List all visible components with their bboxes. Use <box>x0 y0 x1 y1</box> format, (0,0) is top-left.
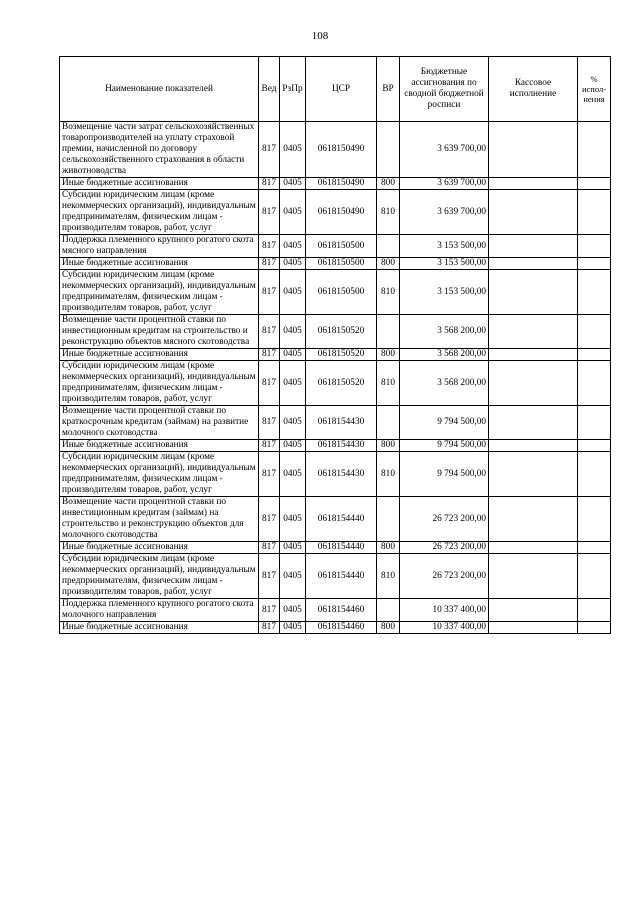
row-percent <box>578 406 611 440</box>
row-vr: 800 <box>377 178 400 190</box>
row-rzpr: 0405 <box>280 349 306 361</box>
row-name: Иные бюджетные ассигнования <box>60 258 259 270</box>
row-ved: 817 <box>259 497 280 542</box>
row-cash-execution <box>489 452 578 497</box>
row-cash-execution <box>489 122 578 178</box>
row-name: Поддержка племенного крупного рогатого скота мясного направления <box>60 235 259 258</box>
row-rzpr: 0405 <box>280 270 306 315</box>
row-vr: 810 <box>377 554 400 599</box>
row-percent <box>578 497 611 542</box>
table-row <box>60 270 611 315</box>
header-rzpr: РзПр <box>280 57 306 122</box>
row-cash-execution <box>489 542 578 554</box>
row-cash-execution <box>489 599 578 622</box>
row-csr: 0618154440 <box>306 554 377 599</box>
row-rzpr: 0405 <box>280 190 306 235</box>
row-rzpr: 0405 <box>280 258 306 270</box>
row-vr: 800 <box>377 258 400 270</box>
table-row <box>60 258 611 270</box>
table-row <box>60 315 611 349</box>
row-amount: 3 639 700,00 <box>400 122 489 178</box>
header-assignments: Бюджетные ассигнования по сводной бюджетной росписи <box>400 57 489 122</box>
header-row <box>60 57 611 122</box>
row-name: Возмещение части процентной ставки по инвестиционным кредитам (займам) на строительство и реконструкцию объектов для молочного скотоводства <box>60 497 259 542</box>
row-csr: 0618150500 <box>306 258 377 270</box>
row-rzpr: 0405 <box>280 178 306 190</box>
row-csr: 0618150490 <box>306 122 377 178</box>
row-rzpr: 0405 <box>280 440 306 452</box>
row-percent <box>578 270 611 315</box>
row-name: Иные бюджетные ассигнования <box>60 440 259 452</box>
row-percent <box>578 122 611 178</box>
row-name: Возмещение части затрат сельскохозяйственных товаропроизводителей на уплату страховой премии, начисленной по договору сельскохозяйственного страхования в области животноводства <box>60 122 259 178</box>
row-cash-execution <box>489 190 578 235</box>
row-name: Иные бюджетные ассигнования <box>60 622 259 634</box>
row-cash-execution <box>489 554 578 599</box>
row-amount: 3 568 200,00 <box>400 315 489 349</box>
row-ved: 817 <box>259 599 280 622</box>
table-row <box>60 235 611 258</box>
row-amount: 26 723 200,00 <box>400 497 489 542</box>
table-row <box>60 406 611 440</box>
header-cash-execution: Кассовое исполнение <box>489 57 578 122</box>
table-row <box>60 554 611 599</box>
row-name: Субсидии юридическим лицам (кроме некоммерческих организаций), индивидуальным предпринимателям, физическим лицам - производителям товаров, работ, услуг <box>60 452 259 497</box>
row-amount: 3 639 700,00 <box>400 178 489 190</box>
row-percent <box>578 178 611 190</box>
row-csr: 0618150520 <box>306 315 377 349</box>
row-csr: 0618150490 <box>306 190 377 235</box>
row-vr: 800 <box>377 622 400 634</box>
row-rzpr: 0405 <box>280 122 306 178</box>
row-name: Субсидии юридическим лицам (кроме некоммерческих организаций), индивидуальным предпринимателям, физическим лицам - производителям товаров, работ, услуг <box>60 190 259 235</box>
row-vr: 810 <box>377 270 400 315</box>
table-row <box>60 361 611 406</box>
row-ved: 817 <box>259 622 280 634</box>
row-ved: 817 <box>259 235 280 258</box>
row-csr: 0618150520 <box>306 361 377 406</box>
row-cash-execution <box>489 622 578 634</box>
row-percent <box>578 361 611 406</box>
row-cash-execution <box>489 235 578 258</box>
row-csr: 0618150500 <box>306 235 377 258</box>
row-name: Возмещение части процентной ставки по краткосрочным кредитам (займам) на развитие молочного скотоводства <box>60 406 259 440</box>
row-csr: 0618154430 <box>306 406 377 440</box>
row-rzpr: 0405 <box>280 497 306 542</box>
row-rzpr: 0405 <box>280 315 306 349</box>
table-row <box>60 178 611 190</box>
table-row <box>60 542 611 554</box>
row-percent <box>578 349 611 361</box>
row-csr: 0618154460 <box>306 599 377 622</box>
row-amount: 9 794 500,00 <box>400 406 489 440</box>
budget-table <box>59 56 611 634</box>
row-rzpr: 0405 <box>280 452 306 497</box>
row-amount: 10 337 400,00 <box>400 599 489 622</box>
row-percent <box>578 622 611 634</box>
row-csr: 0618150490 <box>306 178 377 190</box>
row-vr: 800 <box>377 349 400 361</box>
row-vr: 810 <box>377 190 400 235</box>
row-percent <box>578 190 611 235</box>
row-csr: 0618154460 <box>306 622 377 634</box>
row-ved: 817 <box>259 315 280 349</box>
table-row <box>60 190 611 235</box>
row-ved: 817 <box>259 406 280 440</box>
row-cash-execution <box>489 440 578 452</box>
row-csr: 0618154430 <box>306 452 377 497</box>
row-ved: 817 <box>259 554 280 599</box>
row-cash-execution <box>489 315 578 349</box>
row-ved: 817 <box>259 452 280 497</box>
row-csr: 0618150500 <box>306 270 377 315</box>
row-csr: 0618154440 <box>306 542 377 554</box>
row-amount: 10 337 400,00 <box>400 622 489 634</box>
row-rzpr: 0405 <box>280 599 306 622</box>
table-row <box>60 599 611 622</box>
row-vr: 810 <box>377 361 400 406</box>
row-ved: 817 <box>259 361 280 406</box>
row-percent <box>578 452 611 497</box>
row-percent <box>578 599 611 622</box>
table-row <box>60 497 611 542</box>
row-amount: 3 153 500,00 <box>400 235 489 258</box>
row-vr: 800 <box>377 440 400 452</box>
row-amount: 3 153 500,00 <box>400 258 489 270</box>
row-ved: 817 <box>259 258 280 270</box>
row-percent <box>578 542 611 554</box>
row-cash-execution <box>489 349 578 361</box>
row-amount: 26 723 200,00 <box>400 542 489 554</box>
row-cash-execution <box>489 270 578 315</box>
row-name: Иные бюджетные ассигнования <box>60 542 259 554</box>
table-row <box>60 452 611 497</box>
row-vr <box>377 406 400 440</box>
row-amount: 3 568 200,00 <box>400 361 489 406</box>
table-row <box>60 440 611 452</box>
row-name: Поддержка племенного крупного рогатого скота молочного направления <box>60 599 259 622</box>
row-vr: 810 <box>377 452 400 497</box>
row-cash-execution <box>489 258 578 270</box>
row-ved: 817 <box>259 122 280 178</box>
row-name: Субсидии юридическим лицам (кроме некоммерческих организаций), индивидуальным предпринимателям, физическим лицам - производителям товаров, работ, услуг <box>60 361 259 406</box>
row-amount: 9 794 500,00 <box>400 452 489 497</box>
row-rzpr: 0405 <box>280 361 306 406</box>
row-percent <box>578 315 611 349</box>
table-row <box>60 622 611 634</box>
row-percent <box>578 235 611 258</box>
row-name: Иные бюджетные ассигнования <box>60 178 259 190</box>
row-cash-execution <box>489 497 578 542</box>
row-percent <box>578 258 611 270</box>
row-rzpr: 0405 <box>280 542 306 554</box>
row-cash-execution <box>489 406 578 440</box>
row-cash-execution <box>489 361 578 406</box>
row-amount: 26 723 200,00 <box>400 554 489 599</box>
header-percent: % испол-нения <box>578 57 611 122</box>
row-ved: 817 <box>259 542 280 554</box>
row-csr: 0618154430 <box>306 440 377 452</box>
page-number: 108 <box>311 30 329 42</box>
header-name: Наименование показателей <box>60 57 259 122</box>
row-rzpr: 0405 <box>280 235 306 258</box>
row-csr: 0618154440 <box>306 497 377 542</box>
header-csr: ЦСР <box>306 57 377 122</box>
row-ved: 817 <box>259 440 280 452</box>
row-percent <box>578 554 611 599</box>
row-name: Иные бюджетные ассигнования <box>60 349 259 361</box>
row-cash-execution <box>489 178 578 190</box>
row-vr <box>377 235 400 258</box>
row-amount: 3 639 700,00 <box>400 190 489 235</box>
row-vr <box>377 315 400 349</box>
header-ved: Вед <box>259 57 280 122</box>
row-name: Субсидии юридическим лицам (кроме некоммерческих организаций), индивидуальным предпринимателям, физическим лицам - производителям товаров, работ, услуг <box>60 270 259 315</box>
row-percent <box>578 440 611 452</box>
row-ved: 817 <box>259 178 280 190</box>
row-rzpr: 0405 <box>280 622 306 634</box>
row-name: Субсидии юридическим лицам (кроме некоммерческих организаций), индивидуальным предпринимателям, физическим лицам - производителям товаров, работ, услуг <box>60 554 259 599</box>
row-vr <box>377 599 400 622</box>
row-vr: 800 <box>377 542 400 554</box>
row-amount: 3 568 200,00 <box>400 349 489 361</box>
row-amount: 3 153 500,00 <box>400 270 489 315</box>
table-row <box>60 349 611 361</box>
row-vr <box>377 497 400 542</box>
row-ved: 817 <box>259 349 280 361</box>
row-rzpr: 0405 <box>280 406 306 440</box>
row-rzpr: 0405 <box>280 554 306 599</box>
row-ved: 817 <box>259 190 280 235</box>
header-vr: ВР <box>377 57 400 122</box>
row-amount: 9 794 500,00 <box>400 440 489 452</box>
row-vr <box>377 122 400 178</box>
row-name: Возмещение части процентной ставки по инвестиционным кредитам на строительство и реконструкцию объектов мясного скотоводства <box>60 315 259 349</box>
row-ved: 817 <box>259 270 280 315</box>
table-row <box>60 122 611 178</box>
row-csr: 0618150520 <box>306 349 377 361</box>
